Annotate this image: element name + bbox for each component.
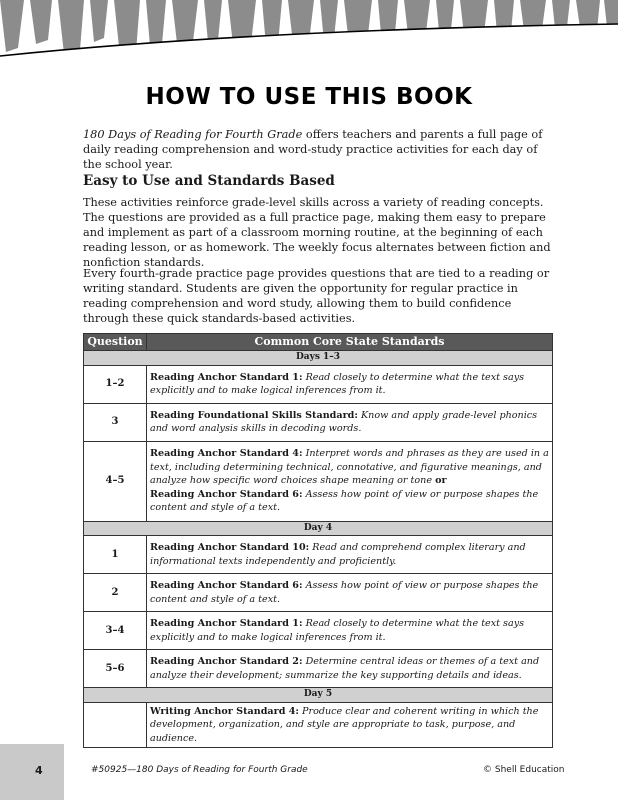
page-number: 4: [35, 764, 43, 777]
standard-description: Interpret words and phrases as they are used in a text, including determining technical, connotative, and figurative meanings, and analyze how specific word choices shape meaning or tone: [150, 448, 549, 487]
standard-description: Know and apply grade-level phonics and word analysis skills in decoding words.: [150, 409, 538, 434]
standard-description: Read closely to determine what the text says explicitly and to make logical inferences from it.: [150, 371, 525, 396]
or-connector: or: [435, 475, 447, 487]
question-cell: 3: [84, 403, 147, 441]
page-number-tab: [0, 744, 64, 800]
standard-name: Reading Anchor Standard 10:: [150, 542, 310, 553]
standard-description: Produce clear and coherent writing in which the development, organization, and style are appropriate to task, purpose, and audience.: [150, 705, 539, 744]
table-row: [84, 650, 553, 688]
table-header-row: [84, 334, 553, 351]
standard-description-2: Assess how point of view or purpose shapes the content and style of a text.: [150, 488, 539, 514]
standard-cell: [147, 441, 553, 521]
day-band-row: [84, 521, 553, 536]
question-cell: 5–6: [84, 650, 147, 688]
question-cell: [84, 702, 147, 748]
standard-name: Reading Anchor Standard 1:: [150, 618, 303, 629]
question-cell: 4–5: [84, 441, 147, 521]
day-label-days-1-3: Days 1–3: [84, 351, 553, 366]
standard-description: Read and comprehend complex literary and informational texts independently and proficiently.: [150, 542, 526, 567]
question-cell: 2: [84, 574, 147, 612]
table-row: [84, 536, 553, 574]
table-row: [84, 702, 553, 748]
standard-cell: [147, 650, 553, 688]
header-standards: Common Core State Standards: [147, 334, 553, 351]
standard-name: Reading Anchor Standard 2:: [150, 656, 303, 667]
section-heading: Easy to Use and Standards Based: [83, 173, 335, 189]
standard-name: Reading Anchor Standard 4:: [150, 448, 303, 460]
standards-table: [83, 333, 553, 748]
day-band-row: [84, 688, 553, 703]
body-paragraph-2: Every fourth-grade practice page provides questions that are tied to a reading or writing standard. Students are given the opportunity for regular practice in reading comprehension and word study, allowing them to build confidence through these quick standards-based activities.: [83, 267, 550, 325]
standard-cell: [147, 536, 553, 574]
table-row: [84, 403, 553, 441]
standard-cell: [147, 403, 553, 441]
standard-description: Determine central ideas or themes of a text and analyze their development; summarize the key supporting details and ideas.: [150, 656, 540, 681]
standard-name: Reading Foundational Skills Standard:: [150, 409, 358, 421]
standard-description: Assess how point of view or purpose shapes the content and style of a text.: [150, 580, 539, 605]
question-cell: 3–4: [84, 612, 147, 650]
book-title: 180 Days of Reading for Fourth Grade: [83, 128, 303, 141]
footer-publisher: © Shell Education: [483, 765, 565, 775]
standard-description: Read closely to determine what the text says explicitly and to make logical inferences from it.: [150, 618, 525, 643]
standard-name: Reading Anchor Standard 1:: [150, 371, 303, 383]
table-row: [84, 612, 553, 650]
standard-name-2: Reading Anchor Standard 6:: [150, 488, 303, 500]
footer-book-reference: #50925—180 Days of Reading for Fourth Grade: [91, 765, 308, 775]
standard-cell: [147, 365, 553, 403]
body-paragraph-1: These activities reinforce grade-level skills across a variety of reading concepts. The questions are provided as a full practice page, making them easy to prepare and implement as part of a classroom morning routine, at the beginning of each reading lesson, or as homework. The weekly focus alternates between fiction and nonfiction standards.: [83, 196, 551, 269]
question-cell: 1–2: [84, 365, 147, 403]
day-band-row: [84, 351, 553, 366]
standard-name: Writing Anchor Standard 4:: [150, 705, 299, 717]
intro-text: offers teachers and parents a full page of daily reading comprehension and word-study practice activities for each day of the school year.: [83, 128, 543, 171]
standard-cell: [147, 574, 553, 612]
intro-paragraph: [83, 127, 553, 172]
table-row: [84, 365, 553, 403]
table-row: [84, 574, 553, 612]
standard-cell: [147, 702, 553, 748]
question-cell: 1: [84, 536, 147, 574]
standard-name: Reading Anchor Standard 6:: [150, 580, 303, 591]
table-row: [84, 441, 553, 521]
decorative-banner: [0, 0, 618, 60]
standard-cell: [147, 612, 553, 650]
page-title: HOW TO USE THIS BOOK: [145, 84, 473, 110]
day-label-day-5: Day 5: [84, 688, 553, 703]
day-label-day-4: Day 4: [84, 521, 553, 536]
header-question: Question: [84, 334, 147, 351]
